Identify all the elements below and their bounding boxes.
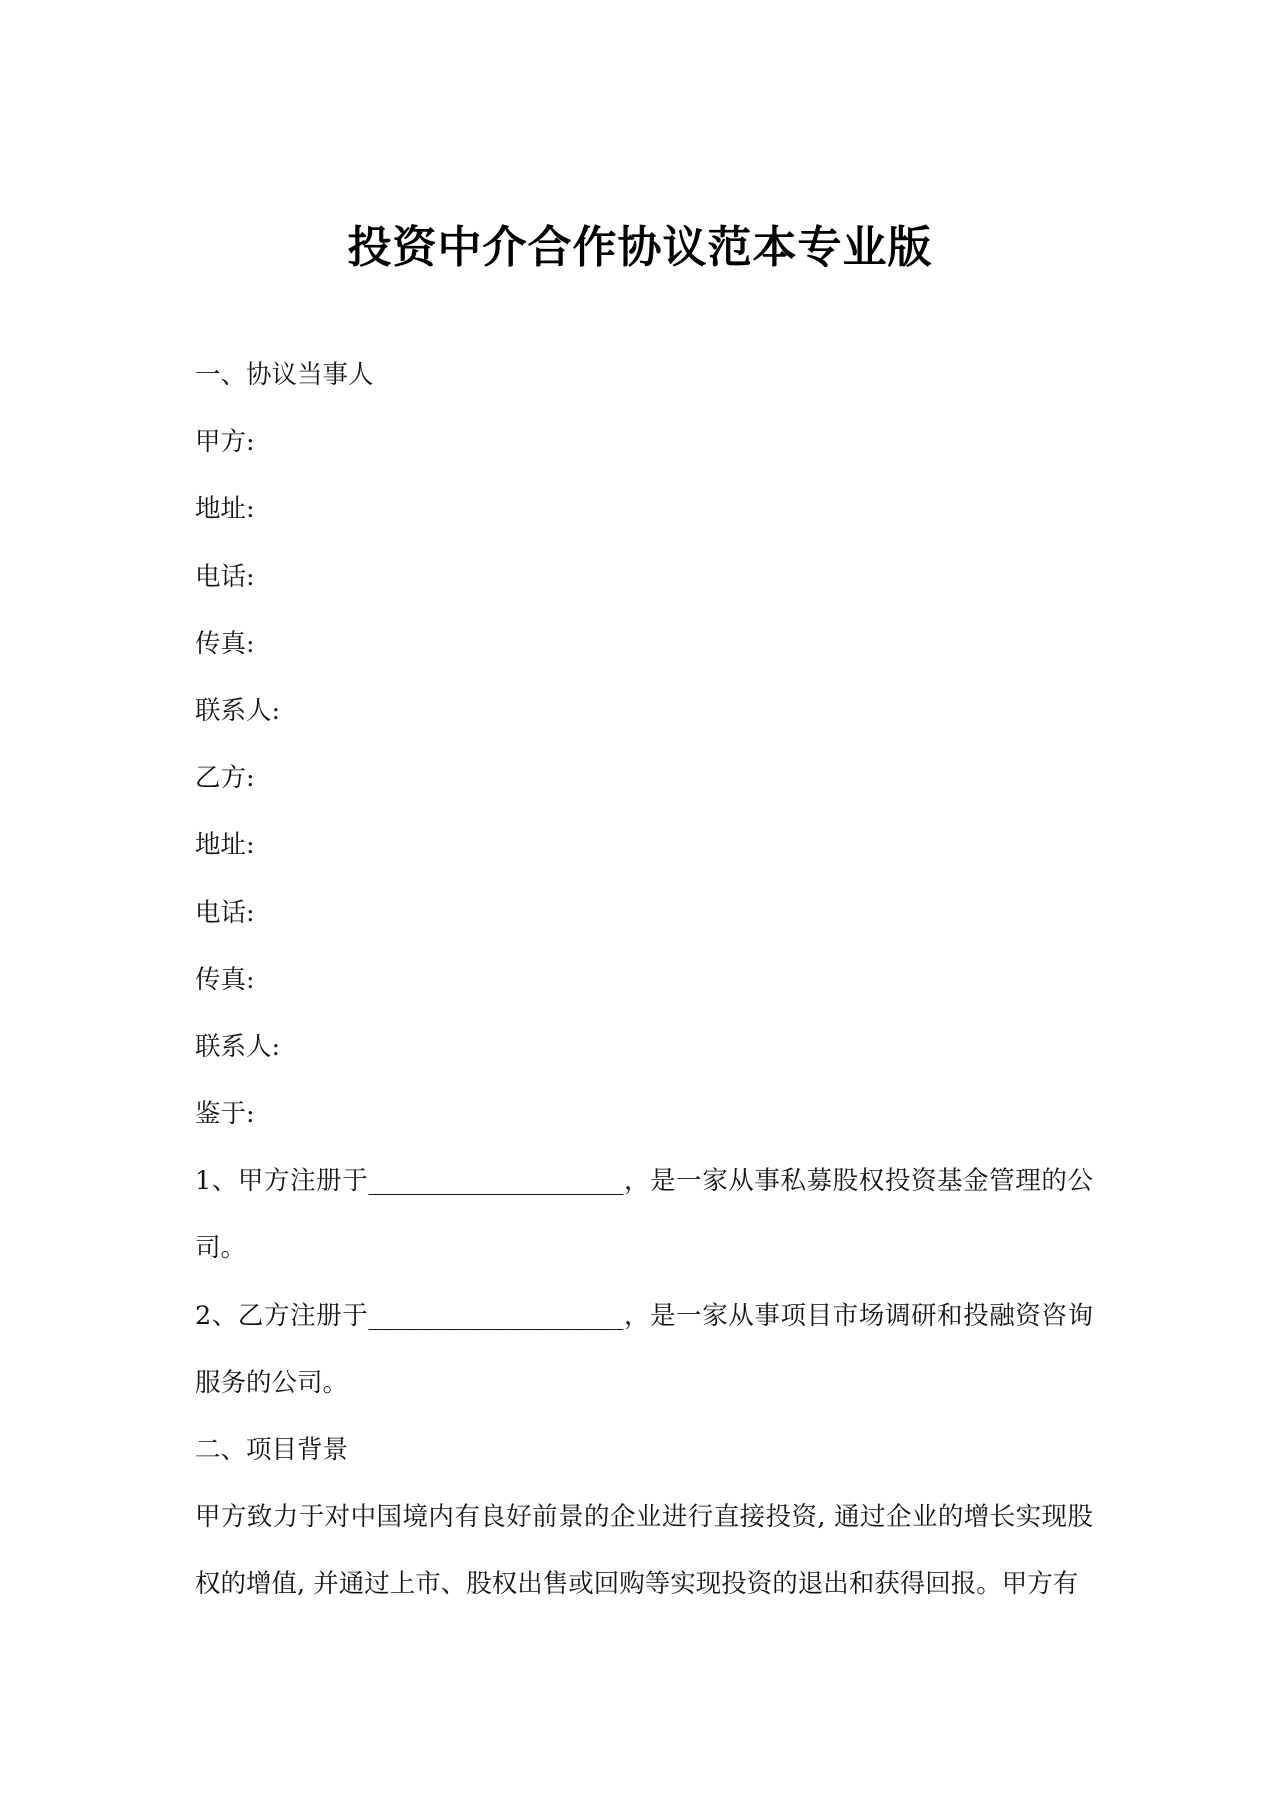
clause-2-blank: ____________________ bbox=[368, 1300, 624, 1331]
party-b-name-label: 乙方: bbox=[195, 763, 255, 794]
section-heading-background: 二、项目背景 bbox=[195, 1435, 349, 1466]
party-a-phone-label: 电话: bbox=[195, 561, 255, 592]
document-title: 投资中介合作协议范本专业版 bbox=[347, 222, 933, 273]
party-b-contact-label: 联系人: bbox=[195, 1031, 281, 1062]
clause-2-suffix: ，是一家从事项目市场调研和投融资咨询服务的公司。 bbox=[195, 1300, 1093, 1398]
party-a-fax-label: 传真: bbox=[195, 628, 255, 659]
whereas-clause-1 bbox=[195, 1148, 1093, 1282]
clause-1-prefix: 1、甲方注册于 bbox=[195, 1166, 369, 1197]
clause-1-suffix: ，是一家从事私募股权投资基金管理的公司。 bbox=[195, 1166, 1093, 1264]
party-b-fax-label: 传真: bbox=[195, 964, 255, 995]
party-b-phone-label: 电话: bbox=[195, 897, 255, 928]
party-a-contact-label: 联系人: bbox=[195, 695, 281, 726]
section-heading-parties: 一、协议当事人 bbox=[195, 360, 374, 390]
party-b-address-label: 地址: bbox=[195, 830, 255, 861]
document-body bbox=[195, 342, 1093, 1619]
clause-2-prefix: 2、乙方注册于 bbox=[195, 1300, 369, 1331]
party-a-name-label: 甲方: bbox=[195, 427, 255, 458]
whereas-clause-2 bbox=[195, 1283, 1093, 1417]
clause-1-blank: ____________________ bbox=[368, 1166, 624, 1197]
whereas-label: 鉴于: bbox=[195, 1099, 255, 1130]
background-paragraph: 甲方致力于对中国境内有良好前景的企业进行直接投资, 通过企业的增长实现股权的增值, 并通过上市、股权出售或回购等实现投资的退出和获得回报。甲方有 bbox=[195, 1502, 1093, 1600]
party-a-address-label: 地址: bbox=[195, 494, 255, 525]
